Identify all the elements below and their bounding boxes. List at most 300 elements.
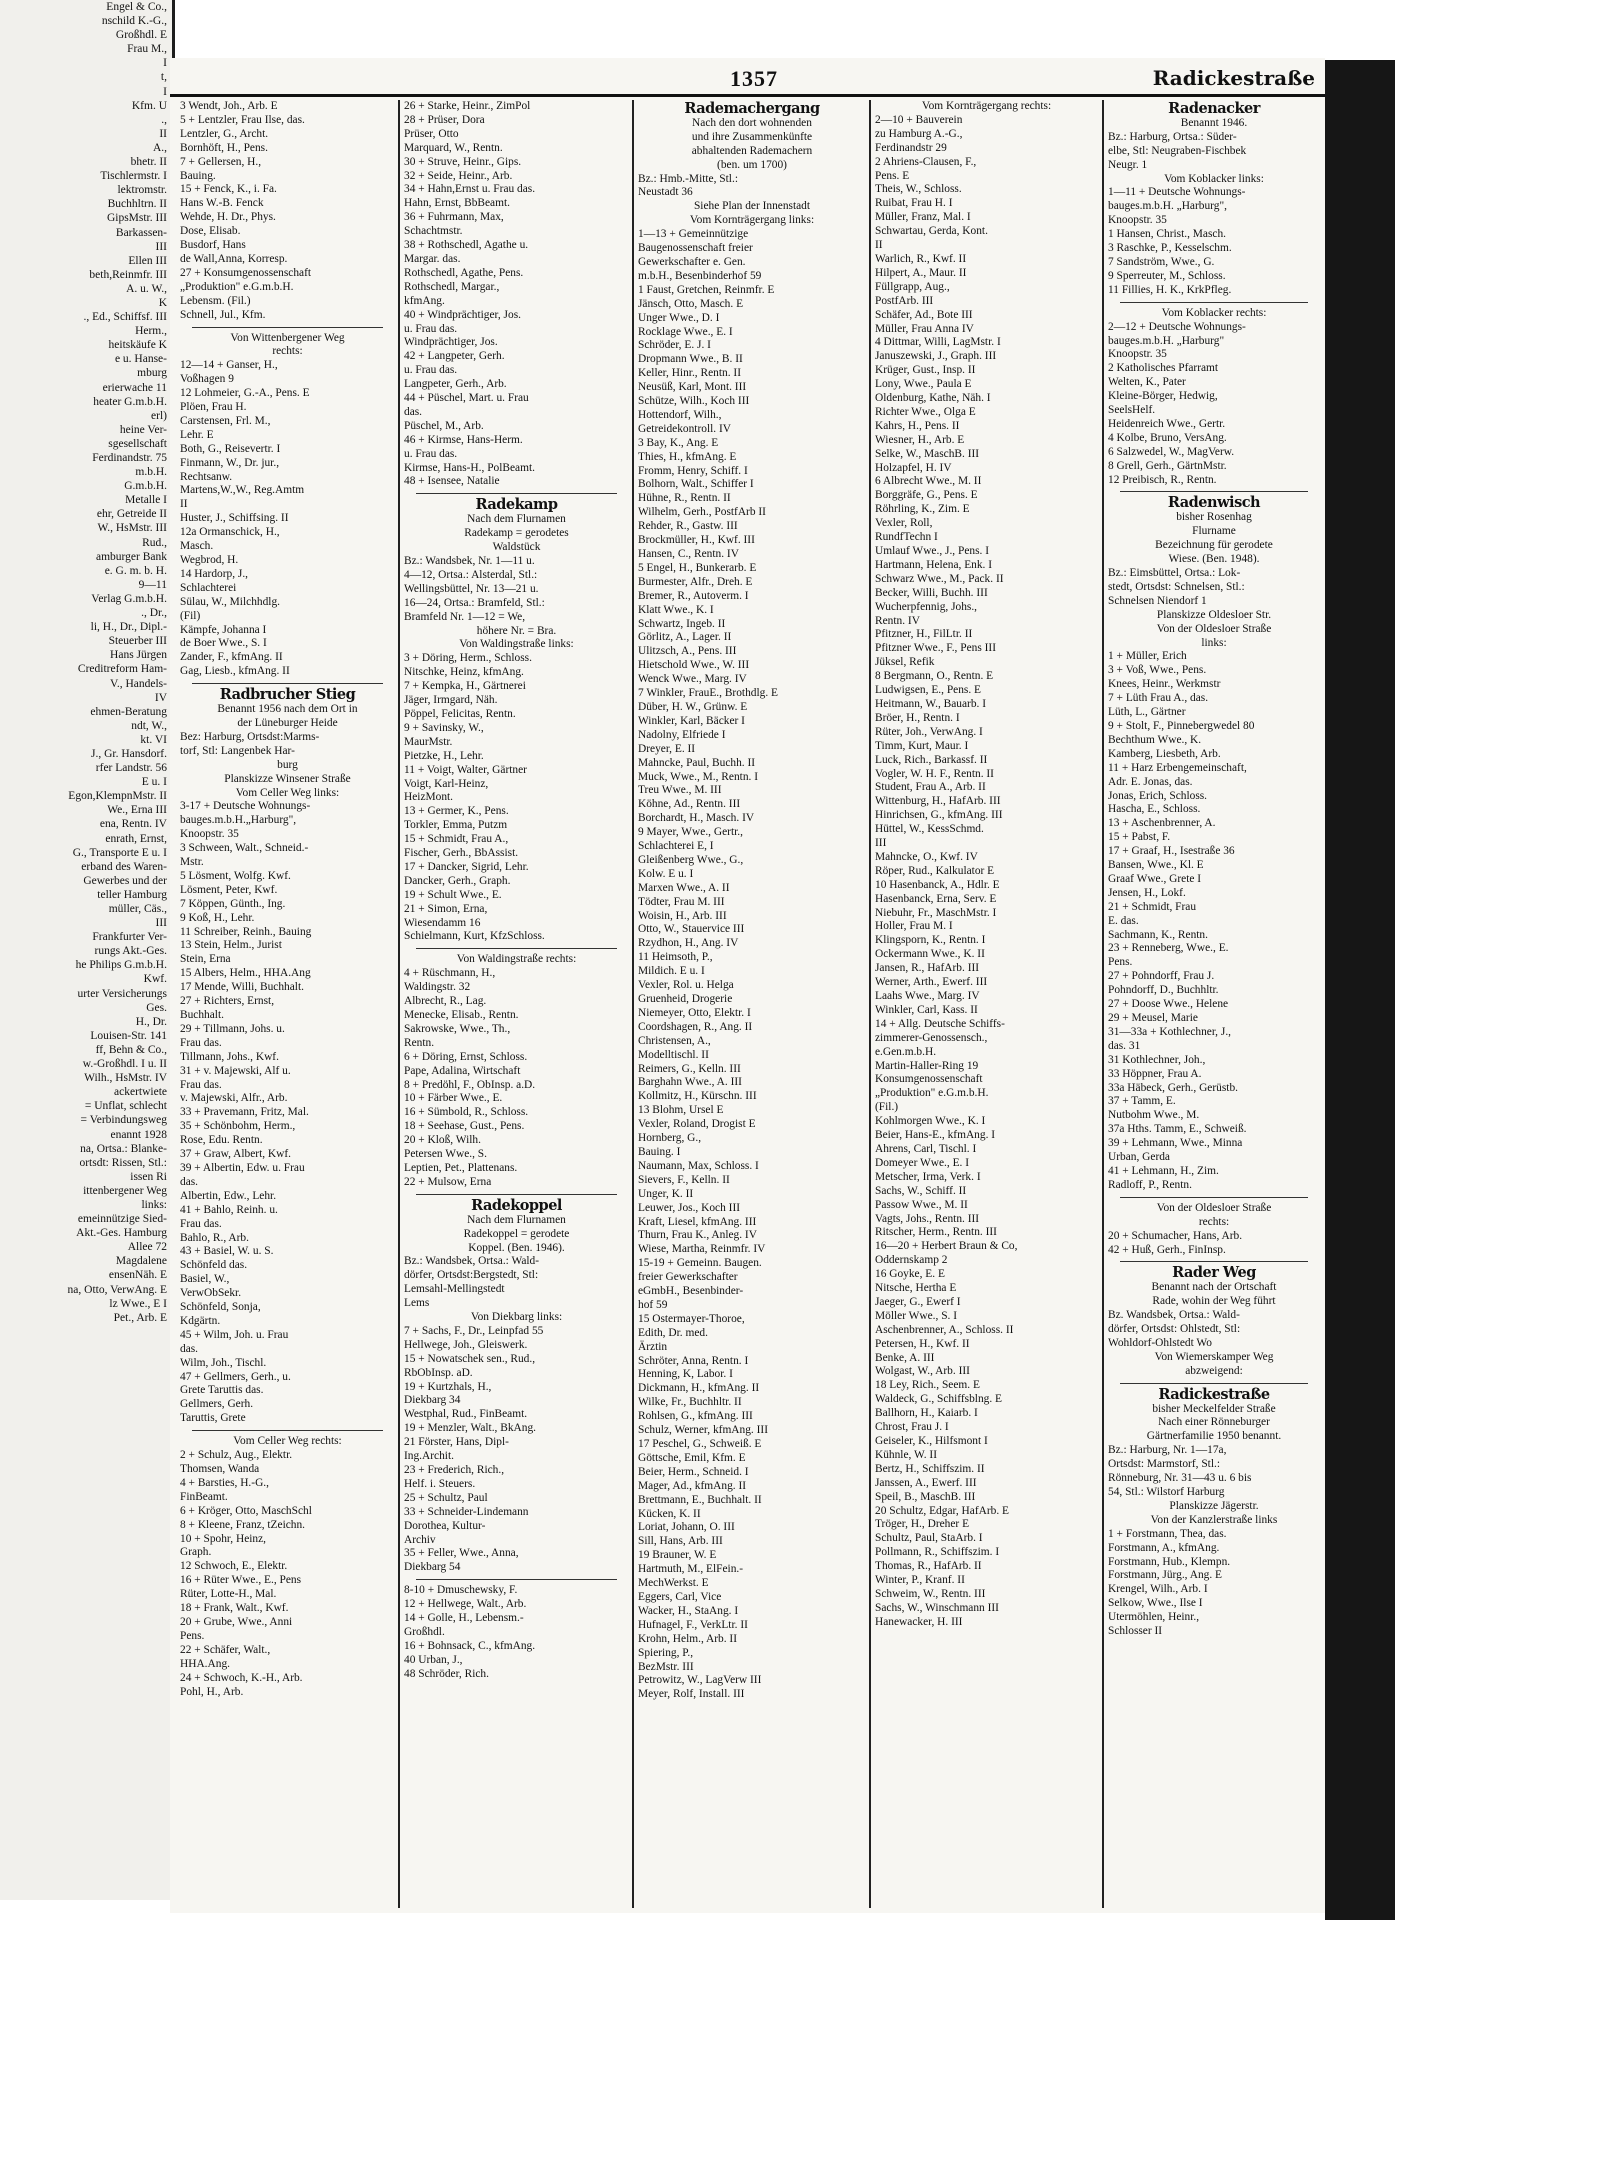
directory-entry: Wohldorf-Ohlstedt Wo: [1108, 1336, 1212, 1349]
directory-entry: Busdorf, Hans: [180, 239, 246, 252]
directory-entry: 4 + Rüschmann, H.,: [404, 967, 496, 980]
spine-line: Allee 72: [127, 1241, 167, 1254]
spine-line: ittenbergener Weg: [83, 1184, 167, 1197]
directory-entry: 16 Goyke, E. E: [875, 1268, 945, 1281]
directory-entry: Müller, Franz, Mal. I: [875, 211, 971, 224]
directory-entry: Mahncke, O., Kwf. IV: [875, 850, 978, 863]
directory-entry: 3 Raschke, P., Kesselschm.: [1108, 242, 1232, 255]
directory-entry: VerwObSekr.: [180, 1287, 242, 1300]
directory-entry: Kraft, Liesel, kfmAng. III: [638, 1215, 757, 1228]
directory-entry: Hottendorf, Wilh.,: [638, 408, 722, 421]
directory-entry: Möller Wwe., S. I: [875, 1309, 958, 1322]
directory-entry: Bz.: Wandsbek, Ortsa.: Wald-: [404, 1255, 540, 1268]
spine-text: [2, 0, 167, 1900]
directory-entry: Winter, P., Kranf. II: [875, 1574, 965, 1587]
directory-entry: 37 + Graw, Albert, Kwf.: [180, 1148, 292, 1161]
directory-entry: Kämpfe, Johanna I: [180, 623, 267, 636]
directory-entry: 15 + Fenck, K., i. Fa.: [180, 183, 277, 196]
directory-entry: Schnelsen Niendorf 1: [1108, 594, 1207, 607]
directory-entry: 21 + Simon, Erna,: [404, 902, 488, 915]
directory-entry: 20 + Schumacher, Hans, Arb.: [1108, 1229, 1243, 1242]
directory-entry: Wegbrod, H.: [180, 554, 239, 566]
directory-entry: Martin-Haller-Ring 19: [875, 1059, 979, 1072]
directory-entry: 9 + Savinsky, W.,: [404, 721, 484, 734]
directory-entry: Urban, Gerda: [1108, 1151, 1170, 1164]
directory-entry: Müller, Frau Anna IV: [875, 322, 974, 335]
directory-entry: Nitschke, Heinz, kfmAng.: [404, 666, 524, 679]
directory-entry: Oddernskamp 2: [875, 1254, 948, 1267]
street-note: Von Wiemerskamper Weg: [1154, 1350, 1274, 1363]
directory-entry: Schwartau, Gerda, Kont.: [875, 225, 988, 238]
spine-line: Steuerber III: [108, 635, 167, 648]
directory-entry: Bornhöft, H., Pens.: [180, 141, 268, 154]
directory-entry: Hans W.-B. Fenck: [180, 197, 264, 210]
spine-line: ehmen-Beratung: [90, 705, 167, 718]
spine-line: Hans Jürgen: [110, 649, 167, 662]
directory-entry: 33 + Pravemann, Fritz, Mal.: [180, 1106, 309, 1119]
street-heading: Radekoppel: [471, 1196, 562, 1214]
directory-entry: Göttsche, Emil, Kfm. E: [638, 1451, 746, 1464]
directory-entry: Marquard, W., Rentn.: [404, 141, 503, 154]
directory-entry: 33 + Schneider-Lindemann: [404, 1505, 529, 1518]
directory-entry: Krüger, Gust., Insp. II: [875, 364, 976, 377]
directory-entry: Hornberg, G.,: [638, 1132, 702, 1145]
directory-entry: Bez: Harburg, Ortsdst:Marms-: [180, 730, 320, 743]
directory-entry: Kamberg, Liesbeth, Arb.: [1108, 747, 1221, 760]
street-note: bisher Meckelfelder Straße: [1152, 1402, 1276, 1415]
directory-entry: II: [875, 239, 883, 252]
directory-entry: 5 + Lentzler, Frau Ilse, das.: [180, 113, 305, 126]
spine-line: .,: [161, 113, 167, 126]
directory-entry: 9 Sperreuter, M., Schloss.: [1108, 269, 1226, 282]
spine-line: nschild K.-G.,: [101, 15, 167, 28]
directory-entry: Bahlo, R., Arb.: [180, 1231, 249, 1244]
directory-entry: 5 Lösment, Wolfg. Kwf.: [180, 869, 291, 882]
directory-entry: 32 + Seide, Heinr., Arb.: [404, 169, 513, 182]
directory-entry: PostfArb. III: [875, 294, 934, 307]
directory-entry: 16 + Bohnsack, C., kfmAng.: [404, 1639, 536, 1652]
directory-entry: 11 + Voigt, Walter, Gärtner: [404, 763, 527, 776]
directory-entry: SeelsHelf.: [1108, 404, 1156, 417]
directory-entry: Dickmann, H., kfmAng. II: [638, 1382, 760, 1395]
directory-entry: Wenck Wwe., Marg. IV: [638, 673, 747, 686]
directory-entry: 15 + Nowatschek sen., Rud.,: [404, 1352, 536, 1365]
directory-entry: Tröger, H., Dreher E: [875, 1518, 970, 1531]
directory-entry: Pohndorff, D., Buchhltr.: [1108, 984, 1219, 997]
directory-entry: Pöppel, Felicitas, Rentn.: [404, 707, 516, 720]
spine-line: rungs Akt.-Ges.: [94, 945, 167, 958]
directory-entry: Petersen, H., Kwf. II: [875, 1337, 970, 1350]
directory-entry: Utermöhlen, Heinr.,: [1108, 1611, 1200, 1624]
directory-entry: Torkler, Emma, Putzm: [404, 819, 508, 832]
directory-entry: bauges.m.b.H. „Harburg",: [1108, 200, 1227, 213]
directory-entry: bauges.m.b.H. „Harburg": [1108, 334, 1225, 347]
directory-entry: Carstensen, Frl. M.,: [180, 414, 271, 427]
directory-entry: Wilm, Joh., Tischl.: [180, 1356, 267, 1369]
directory-entry: Rehder, R., Gastw. III: [638, 520, 738, 533]
spine-line: Metalle I: [125, 494, 167, 507]
directory-entry: 36 + Fuhrmann, Max,: [404, 211, 504, 224]
directory-entry: Finmann, W., Dr. jur.,: [180, 456, 280, 469]
directory-entry: 23 + Frederich, Rich.,: [404, 1464, 505, 1476]
directory-entry: Albrecht, R., Lag.: [404, 995, 487, 1008]
directory-entry: Voßhagen 9: [180, 373, 234, 386]
directory-entry: Bauing. I: [638, 1145, 681, 1158]
directory-entry: Janssen, A., Ewerf. III: [875, 1476, 977, 1489]
spine-line: beth,Reinmfr. III: [89, 268, 167, 281]
directory-entry: 38 + Rothschedl, Agathe u.: [404, 239, 529, 252]
directory-entry: Wehde, H. Dr., Phys.: [180, 211, 276, 224]
directory-entry: Plöen, Frau H.: [180, 401, 247, 414]
spine-line: H., Dr.: [135, 1015, 167, 1028]
spine-line: 9—11: [138, 578, 167, 591]
directory-entry: e.Gen.m.b.H.: [875, 1045, 937, 1058]
street-note: Von der Oldesloer Straße: [1156, 622, 1272, 635]
spine-line: m.b.H.: [135, 466, 167, 479]
directory-entry: Ing.Archit.: [404, 1450, 454, 1463]
directory-entry: das. 31: [1108, 1039, 1141, 1052]
directory-entry: Hahn, Ernst, BbBeamt.: [404, 197, 510, 210]
directory-entry: Wilhelm, Gerh., PostfArb II: [638, 506, 766, 519]
street-heading: Rader Weg: [1172, 1264, 1256, 1282]
directory-entry: 18 Ley, Rich., Seem. E: [875, 1379, 980, 1392]
directory-entry: Marxen Wwe., A. II: [638, 881, 730, 894]
section-rule: [416, 1194, 617, 1195]
directory-entry: Windprächtiger, Jos.: [404, 336, 498, 349]
directory-entry: 19 + Menzler, Walt., BkAng.: [404, 1422, 537, 1435]
street-heading: Radenacker: [1168, 100, 1260, 117]
directory-entry: Großhdl.: [404, 1625, 445, 1638]
directory-entry: Benke, A. III: [875, 1351, 935, 1364]
directory-entry: Both, G., Reisevertr. I: [180, 442, 281, 455]
directory-entry: Ritscher, Herm., Rentn. III: [875, 1226, 997, 1239]
spine-line: III: [155, 240, 167, 253]
running-title: Radickestraße: [1152, 66, 1315, 90]
directory-entry: Laahs Wwe., Marg. IV: [875, 990, 980, 1002]
spine-line: E u. I: [141, 776, 167, 789]
directory-entry: stedt, Ortsdst: Schnelsen, Stl.:: [1108, 580, 1245, 593]
spine-line: A. u. W.,: [126, 282, 167, 295]
spine-line: bhetr. II: [130, 156, 167, 169]
directory-entry: 6 Albrecht Wwe., M. II: [875, 475, 982, 488]
directory-entry: Muck, Wwe., M., Rentn. I: [638, 770, 759, 783]
directory-entry: 44 + Püschel, Mart. u. Frau: [404, 392, 529, 405]
directory-entry: 42 + Langpeter, Gerh.: [404, 350, 505, 363]
directory-entry: Sülau, W., Milchhdlg.: [180, 595, 280, 608]
directory-entry: Baugenossenschaft freier: [638, 242, 753, 255]
directory-entry: Pietzke, H., Lehr.: [404, 749, 484, 762]
directory-entry: Klingsporn, K., Rentn. I: [875, 934, 986, 947]
directory-entry: Sakrowske, Wwe., Th.,: [404, 1022, 511, 1035]
street-note: rechts:: [272, 345, 303, 358]
street-note: Von Wittenbergener Weg: [230, 331, 345, 344]
spine-line: Frau M.,: [127, 43, 167, 56]
street-note: Radekoppel = gerodete: [463, 1227, 570, 1240]
spine-line: I: [163, 57, 167, 70]
directory-entry: Ärztin: [638, 1340, 668, 1353]
directory-entry: Sachs, W., Winschmann III: [875, 1601, 999, 1614]
directory-entry: 3-17 + Deutsche Wohnungs-: [180, 800, 311, 813]
directory-entry: 37a Hths. Tamm, E., Schweiß.: [1108, 1123, 1247, 1136]
directory-entry: 37 + Tamm, E.: [1108, 1095, 1176, 1108]
spine-line: links:: [141, 1198, 167, 1211]
spine-line: We., Erna III: [107, 804, 167, 817]
directory-entry: 19 + Kurtzhals, H.,: [404, 1380, 492, 1393]
directory-entry: Heidenreich Wwe., Gertr.: [1108, 417, 1226, 430]
directory-entry: Henning, K, Labor. I: [638, 1368, 733, 1381]
spine-line: urter Versicherungs: [77, 987, 167, 1000]
directory-entry: 19 Brauner, W. E: [638, 1549, 717, 1562]
directory-entry: Geiseler, K., Hilfsmont I: [875, 1435, 988, 1447]
street-note: Von Waldingstraße links:: [459, 638, 574, 651]
directory-entry: Pfitzner, H., FilLtr. II: [875, 628, 973, 641]
spine-line: müller, Cäs.,: [108, 903, 167, 915]
directory-entry: 3 Wendt, Joh., Arb. E: [180, 100, 278, 112]
spine-line: Egon,KlempnMstr. II: [68, 790, 167, 803]
directory-entry: 41 + Lehmann, H., Zim.: [1108, 1164, 1219, 1177]
directory-entry: 19 + Schult Wwe., E.: [404, 888, 502, 901]
directory-entry: „Produktion" e.G.m.b.H.: [180, 280, 294, 293]
street-note: Planskizze Jägerstr.: [1169, 1499, 1259, 1512]
spine-line: Herm.,: [135, 325, 167, 338]
directory-entry: 28 + Prüser, Dora: [404, 113, 485, 126]
directory-entry: 11 + Harz Erbengemeinschaft,: [1108, 761, 1247, 774]
directory-entry: Rohlsen, G., kfmAng. III: [638, 1410, 753, 1423]
directory-entry: 29 + Tillmann, Johs. u.: [180, 1022, 285, 1035]
directory-entry: Pohl, H., Arb.: [180, 1685, 244, 1698]
directory-entry: Borggräfe, G., Pens. E: [875, 489, 978, 502]
directory-entry: Ulitzsch, A., Pens. III: [638, 645, 737, 658]
directory-entry: Prüser, Otto: [404, 127, 459, 140]
spine-line: II: [159, 127, 167, 140]
directory-entry: u. Frau das.: [404, 364, 458, 377]
street-note: Siehe Plan der Innenstadt: [693, 200, 811, 213]
directory-entry: 21 Förster, Hans, Dipl-: [404, 1436, 509, 1449]
directory-entry: Dancker, Gerh., Graph.: [404, 874, 511, 887]
column-5: [1108, 100, 1320, 1908]
directory-entry: 20 Schultz, Edgar, HafArb. E: [875, 1504, 1009, 1517]
spine-line: ndt, W.,: [131, 719, 167, 732]
directory-entry: 48 Schröder, Rich.: [404, 1667, 489, 1680]
directory-entry: 27 + Pohndorff, Frau J.: [1108, 970, 1215, 983]
directory-entry: Heitmann, W., Bauarb. I: [875, 697, 987, 710]
directory-entry: Pens.: [180, 1629, 205, 1642]
column-3: [638, 100, 866, 1908]
directory-entry: 12 Preibisch, R., Rentn.: [1108, 473, 1217, 486]
spine-line: Akt.-Ges. Hamburg: [76, 1227, 167, 1240]
directory-entry: Bolhorn, Walt., Schiffer I: [638, 478, 754, 491]
directory-entry: 10 + Spohr, Heinz,: [180, 1532, 267, 1545]
directory-entry: Domeyer Wwe., E. I: [875, 1156, 970, 1169]
directory-entry: Bramfeld Nr. 1—12 = We,: [404, 610, 526, 623]
directory-entry: 12 + Hellwege, Walt., Arb.: [404, 1598, 527, 1611]
street-note: Koppel. (Ben. 1946).: [468, 1241, 565, 1254]
directory-entry: 7 Köppen, Günth., Ing.: [180, 897, 286, 910]
directory-entry: Görlitz, A., Lager. II: [638, 631, 732, 644]
directory-entry: 11 Heimsoth, P.,: [638, 951, 713, 964]
section-rule: [416, 1579, 617, 1580]
street-heading: Radenwisch: [1167, 494, 1261, 512]
directory-entry: Schwartz, Ingeb. II: [638, 617, 726, 630]
directory-entry: RundfTechn I: [875, 531, 938, 544]
directory-entry: Bertz, H., Schiffszim. II: [875, 1462, 985, 1475]
directory-entry: Vexler, Roll,: [875, 517, 933, 530]
street-note: Von Diekbarg links:: [470, 1311, 563, 1324]
directory-entry: Langpeter, Gerh., Arb.: [404, 378, 507, 391]
directory-entry: Wiesner, H., Arb. E: [875, 433, 965, 446]
spine-line: teller Hamburg: [97, 888, 167, 901]
directory-entry: Wittenburg, H., HafArb. III: [875, 795, 1001, 808]
directory-entry: Pfitzner Wwe., F., Pens III: [875, 642, 996, 655]
column-divider: [1102, 100, 1104, 1908]
directory-entry: (Fil.): [875, 1101, 899, 1114]
directory-entry: Zander, F., kfmAng. II: [180, 651, 283, 664]
directory-entry: 40 + Windprächtiger, Jos.: [404, 308, 521, 321]
directory-entry: 10 + Färber Wwe., E.: [404, 1092, 503, 1105]
directory-entry: Nutbohm Wwe., M.: [1108, 1109, 1200, 1122]
section-rule: [1120, 491, 1308, 492]
directory-entry: zu Hamburg A.-G.,: [875, 127, 963, 140]
directory-entry: Mager, Ad., kfmAng. II: [638, 1479, 747, 1492]
directory-entry: 4 Dittmar, Willi, LagMstr. I: [875, 336, 1001, 349]
directory-entry: Hietschold Wwe., W. III: [638, 659, 750, 672]
directory-entry: Köhne, Ad., Rentn. III: [638, 798, 741, 811]
directory-entry: Kirmse, Hans-H., PolBeamt.: [404, 461, 535, 474]
street-note: Von der Kanzlerstraße links: [1150, 1513, 1278, 1526]
directory-entry: Bz.: Eimsbüttel, Ortsa.: Lok-: [1108, 567, 1241, 579]
spine-line: Rud.,: [142, 536, 167, 549]
directory-entry: 9 Mayer, Wwe., Gertr.,: [638, 826, 743, 839]
directory-entry: Gag, Liesb., kfmAng. II: [180, 665, 290, 678]
directory-entry: 1 Hansen, Christ., Masch.: [1108, 228, 1227, 241]
spine-line: lektromstr.: [117, 184, 167, 197]
directory-entry: Kühnle, W. II: [875, 1448, 938, 1461]
directory-entry: Hühne, R., Rentn. II: [638, 492, 731, 505]
spine-line: Buchhltrn. II: [107, 198, 167, 211]
directory-entry: „Produktion" e.G.m.b.H.: [875, 1087, 989, 1100]
directory-entry: Holzapfel, H. IV: [875, 461, 952, 474]
directory-entry: 7 Sandström, Wwe., G.: [1108, 255, 1215, 268]
spine-line: ., Dr.,: [141, 607, 167, 620]
directory-entry: MaurMstr.: [404, 735, 453, 748]
directory-entry: Mstr.: [180, 856, 204, 869]
directory-entry: Lehr. E: [180, 428, 214, 441]
directory-entry: Metscher, Irma, Verk. I: [875, 1170, 981, 1183]
directory-entry: 22 + Schäfer, Walt.,: [180, 1643, 271, 1656]
directory-entry: 12 Lohmeier, G.-A., Pens. E: [180, 387, 310, 400]
directory-entry: 2—10 + Bauverein: [875, 113, 963, 126]
directory-entry: Margar. das.: [404, 252, 461, 265]
directory-entry: Loriat, Johann, O. III: [638, 1521, 735, 1534]
spine-line: lz Wwe., E I: [109, 1297, 167, 1310]
spine-line: ortsdt: Rissen, Stl.:: [79, 1156, 167, 1169]
directory-entry: Modelltischl. II: [638, 1048, 709, 1061]
directory-entry: Wacker, H., StaAng. I: [638, 1604, 739, 1617]
directory-entry: Knoopstr. 35: [1108, 214, 1167, 227]
street-note: höhere Nr. = Bra.: [476, 624, 557, 637]
directory-entry: Pens.: [1108, 956, 1133, 969]
directory-entry: 42 + Huß, Gerh., FinInsp.: [1108, 1243, 1226, 1256]
directory-entry: 17 Peschel, G., Schweiß. E: [638, 1438, 762, 1450]
directory-entry: Rzydhon, H., Ang. IV: [638, 937, 739, 950]
directory-entry: E. das.: [1108, 914, 1139, 927]
directory-entry: Holler, Frau M. I: [875, 920, 953, 933]
directory-entry: Chrost, Frau J. I: [875, 1421, 949, 1434]
directory-entry: Dose, Elisab.: [180, 225, 241, 238]
spine-line: G.m.b.H.: [124, 480, 167, 493]
directory-entry: Vogler, W. H. F., Rentn. II: [875, 767, 994, 780]
spine-line: GipsMstr. III: [106, 212, 167, 225]
directory-entry: 33a Häbeck, Gerh., Gerüstb.: [1108, 1081, 1238, 1094]
directory-entry: zimmerer-Genossensch.,: [875, 1031, 988, 1044]
spine-line: Kwf.: [143, 973, 167, 986]
street-heading: Radickestraße: [1158, 1385, 1270, 1403]
directory-entry: 31—33a + Kothlechner, J.,: [1108, 1025, 1232, 1038]
street-note: Vom Celler Weg links:: [235, 786, 340, 799]
directory-entry: Ludwigsen, E., Pens. E: [875, 684, 981, 697]
directory-entry: Wellingsbüttel, Nr. 13—21 u.: [404, 582, 539, 595]
directory-entry: Knees, Heinr., Werkmstr: [1108, 678, 1221, 691]
directory-entry: Luck, Rich., Barkassf. II: [875, 753, 988, 766]
street-note: abzweigend:: [1185, 1364, 1243, 1377]
directory-entry: Rose, Edu. Rentn.: [180, 1134, 263, 1147]
directory-entry: Schnell, Jul., Kfm.: [180, 308, 266, 321]
directory-entry: Füllgrapp, Aug.,: [875, 280, 950, 293]
directory-entry: Brettmann, E., Buchhalt. II: [638, 1493, 762, 1506]
directory-entry: dörfer, Ortsdst:Bergstedt, Stl:: [404, 1269, 539, 1282]
directory-entry: Tillmann, Johs., Kwf.: [180, 1050, 279, 1063]
directory-entry: Schlachterei: [180, 581, 237, 594]
directory-columns: [180, 100, 1320, 1910]
directory-entry: Bremer, R., Autoverm. I: [638, 589, 749, 602]
directory-entry: Frau das.: [180, 1217, 222, 1230]
directory-entry: Becker, Willi, Buchh. III: [875, 586, 988, 599]
directory-entry: Naumann, Max, Schloss. I: [638, 1159, 759, 1172]
street-heading: Radekamp: [475, 496, 558, 514]
directory-entry: Westphal, Rud., FinBeamt.: [404, 1408, 528, 1421]
directory-entry: 12—14 + Ganser, H.,: [180, 359, 278, 372]
bottom-margin: [0, 1920, 1600, 2177]
directory-entry: 10 Hasenbanck, A., Hdlr. E: [875, 878, 1000, 891]
street-note: Benannt nach der Ortschaft: [1151, 1281, 1277, 1294]
street-note: Planskizze Winsener Straße: [224, 772, 351, 785]
street-note: Benannt 1956 nach dem Ort in: [217, 703, 358, 716]
directory-entry: de Boer Wwe., S. I: [180, 637, 267, 650]
column-divider: [869, 100, 871, 1908]
directory-entry: 8 Grell, Gerh., GärtnMstr.: [1108, 459, 1227, 472]
directory-entry: Forstmann, Hub., Klempn.: [1108, 1555, 1231, 1568]
directory-entry: Rentn.: [404, 1036, 435, 1049]
directory-entry: 13 + Germer, K., Pens.: [404, 805, 509, 818]
directory-entry: Waldingstr. 32: [404, 981, 471, 994]
directory-entry: Dorothea, Kultur-: [404, 1519, 486, 1532]
street-note: Benannt 1946.: [1180, 116, 1248, 129]
directory-entry: Krengel, Wilh., Arb. I: [1108, 1583, 1208, 1596]
spine-line: Barkassen-: [115, 226, 167, 239]
directory-entry: 17 + Graaf, H., Isestraße 36: [1108, 845, 1235, 858]
directory-entry: Bauing.: [180, 169, 216, 182]
directory-entry: 11 Schreiber, Reinh., Bauing: [180, 925, 312, 938]
directory-entry: 15 + Pabst, F.: [1108, 831, 1171, 844]
directory-entry: Archiv: [404, 1533, 436, 1546]
directory-entry: III: [875, 837, 887, 850]
directory-entry: Wiese, Martha, Reinmfr. IV: [638, 1243, 766, 1256]
directory-entry: elbe, Stl: Neugraben-Fischbek: [1108, 144, 1247, 157]
street-note: Vom Kornträgergang links:: [689, 214, 815, 227]
directory-entry: Jüksel, Refik: [875, 656, 935, 669]
directory-entry: Lösment, Peter, Kwf.: [180, 883, 278, 896]
directory-entry: Petersen Wwe., S.: [404, 1148, 487, 1161]
